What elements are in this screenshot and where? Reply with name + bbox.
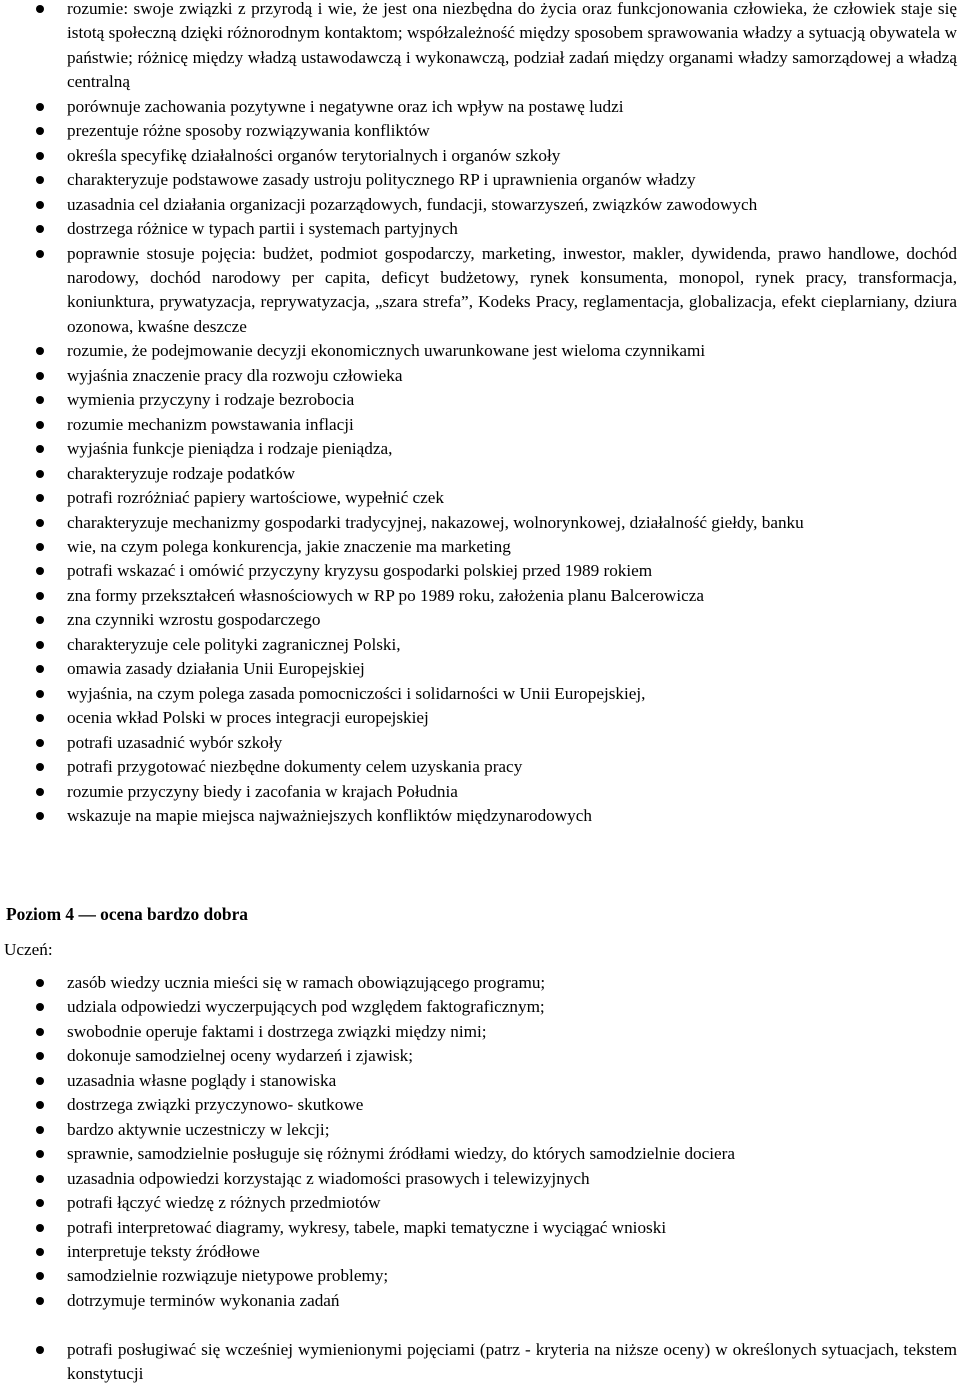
list-item xyxy=(0,535,960,559)
bullet-icon xyxy=(36,1126,44,1134)
list-item xyxy=(0,388,960,412)
list-item-text: potrafi interpretować diagramy, wykresy, tabele, mapki tematyczne i wyciągać wnioski xyxy=(67,1217,667,1237)
list-item-text: potrafi rozróżniać papiery wartościowe, wypełnić czek xyxy=(67,488,444,508)
list-item-text: udziala odpowiedzi wyczerpujących pod względem faktograficznym; xyxy=(67,997,545,1017)
list-item-text: wymienia przyczyny i rodzaje bezrobocia xyxy=(67,390,355,410)
list-item xyxy=(0,1142,960,1166)
bullet-icon xyxy=(36,152,44,160)
list-item xyxy=(0,682,960,706)
list-item-text: dokonuje samodzielnej oceny wydarzeń i zjawisk; xyxy=(67,1046,414,1066)
bullet-icon xyxy=(36,445,44,453)
list-item-text: potrafi łączyć wiedzę z różnych przedmiotów xyxy=(67,1193,381,1213)
list-item xyxy=(0,217,960,241)
bullet-icon xyxy=(36,421,44,429)
bullet-icon xyxy=(36,5,44,13)
bullet-icon xyxy=(36,739,44,747)
bullet-icon xyxy=(36,1346,44,1354)
bullet-icon xyxy=(36,103,44,111)
list-item xyxy=(0,780,960,804)
list-item-text: charakteryzuje podstawowe zasady ustroju politycznego RP i uprawnienia organów władzy xyxy=(67,170,696,190)
list-item xyxy=(0,339,960,363)
list-item xyxy=(0,364,960,388)
list-item xyxy=(0,511,960,535)
list-item-text: omawia zasady działania Unii Europejskiej xyxy=(67,659,365,679)
list-item xyxy=(0,1044,960,1068)
bullet-icon xyxy=(36,1224,44,1232)
bullet-icon xyxy=(36,1175,44,1183)
list-item xyxy=(0,657,960,681)
list-item-text: interpretuje teksty źródłowe xyxy=(67,1241,260,1261)
list-item-text: wyjaśnia, na czym polega zasada pomocniczości i solidarności w Unii Europejskiej, xyxy=(67,683,646,703)
list-item-text: wyjaśnia znaczenie pracy dla rozwoju człowieka xyxy=(67,365,403,385)
list-item-text: wyjaśnia funkcje pieniądza i rodzaje pieniądza, xyxy=(67,439,393,459)
list-item xyxy=(0,144,960,168)
list-item-text: porównuje zachowania pozytywne i negatywne oraz ich wpływ na postawę ludzi xyxy=(67,96,624,116)
criteria-list-extra xyxy=(0,1338,960,1387)
bullet-icon xyxy=(36,979,44,987)
bullet-icon xyxy=(36,201,44,209)
bullet-icon xyxy=(36,372,44,380)
list-item xyxy=(0,437,960,461)
list-item xyxy=(0,95,960,119)
list-item-text: charakteryzuje cele polityki zagranicznej Polski, xyxy=(67,634,401,654)
bullet-icon xyxy=(36,250,44,258)
list-item-text: rozumie: swoje związki z przyrodą i wie, że jest ona niezbędna do życia oraz funkcjonowania człowieka, że człowiek staje się istotą społeczną dzięki różnorodnym kontaktom; współzależność między sposobem sprawowania władzy a sytuacją obywatela w państwie; różnicę między władzą ustawodawczą i wykonawczą, podział zadań między organami władzy samorządowej a władzą centralną xyxy=(67,0,957,92)
list-item-text: swobodnie operuje faktami i dostrzega związki między nimi; xyxy=(67,1021,487,1041)
list-item-text: prezentuje różne sposoby rozwiązywania konfliktów xyxy=(67,121,430,141)
list-item-text: dostrzega różnice w typach partii i systemach partyjnych xyxy=(67,219,458,239)
list-item-text: rozumie, że podejmowanie decyzji ekonomicznych uwarunkowane jest wieloma czynnikami xyxy=(67,341,706,361)
list-item-text: uzasadnia odpowiedzi korzystając z wiadomości prasowych i telewizyjnych xyxy=(67,1168,590,1188)
list-item xyxy=(0,995,960,1019)
bullet-icon xyxy=(36,347,44,355)
list-item-text: zna czynniki wzrostu gospodarczego xyxy=(67,610,321,630)
bullet-icon xyxy=(36,127,44,135)
list-item xyxy=(0,1167,960,1191)
list-item-text: bardzo aktywnie uczestniczy w lekcji; xyxy=(67,1119,330,1139)
bullet-icon xyxy=(36,1052,44,1060)
list-item xyxy=(0,608,960,632)
list-item-text: potrafi uzasadnić wybór szkoły xyxy=(67,732,283,752)
list-item xyxy=(0,486,960,510)
bullet-icon xyxy=(36,567,44,575)
list-item xyxy=(0,804,960,828)
list-item xyxy=(0,119,960,143)
bullet-icon xyxy=(36,592,44,600)
bullet-icon xyxy=(36,470,44,478)
list-item-text: potrafi posługiwać się wcześniej wymienionymi pojęciami (patrz - kryteria na niższe oceny) w określonych sytuacjach, tekstem konstytucji xyxy=(67,1340,957,1384)
bullet-icon xyxy=(36,1150,44,1158)
bullet-icon xyxy=(36,665,44,673)
bullet-icon xyxy=(36,1028,44,1036)
section-subheading: Uczeń: xyxy=(4,940,53,959)
list-item xyxy=(0,1240,960,1264)
list-item-text: zasób wiedzy ucznia mieści się w ramach obowiązującego programu; xyxy=(67,973,546,992)
list-item xyxy=(0,1191,960,1215)
list-item xyxy=(0,706,960,730)
bullet-icon xyxy=(36,788,44,796)
list-item xyxy=(0,168,960,192)
list-item xyxy=(0,1216,960,1240)
list-item xyxy=(0,1118,960,1142)
bullet-icon xyxy=(36,494,44,502)
list-item xyxy=(0,1289,960,1313)
list-item-text: charakteryzuje mechanizmy gospodarki tradycyjnej, nakazowej, wolnorynkowej, działalność giełdy, banku xyxy=(67,512,804,532)
list-item-text: wskazuje na mapie miejsca najważniejszych konfliktów międzynarodowych xyxy=(67,805,592,825)
list-item-text: dostrzega związki przyczynowo- skutkowe xyxy=(67,1095,364,1115)
list-item xyxy=(0,1093,960,1117)
list-item xyxy=(0,1069,960,1093)
bullet-icon xyxy=(36,641,44,649)
list-item xyxy=(0,633,960,657)
list-item-text: potrafi przygotować niezbędne dokumenty celem uzyskania pracy xyxy=(67,757,523,777)
bullet-icon xyxy=(36,1248,44,1256)
list-item xyxy=(0,559,960,583)
list-item-text: uzasadnia cel działania organizacji pozarządowych, fundacji, stowarzyszeń, związków zawodowych xyxy=(67,194,758,214)
list-item xyxy=(0,731,960,755)
list-item-text: dotrzymuje terminów wykonania zadań xyxy=(67,1290,340,1310)
bullet-icon xyxy=(36,690,44,698)
bullet-icon xyxy=(36,714,44,722)
list-item-text: wie, na czym polega konkurencja, jakie znaczenie ma marketing xyxy=(67,536,511,556)
list-item xyxy=(0,462,960,486)
list-item xyxy=(0,1338,960,1387)
list-item-text: potrafi wskazać i omówić przyczyny kryzysu gospodarki polskiej przed 1989 rokiem xyxy=(67,561,653,581)
criteria-list-level-4 xyxy=(0,971,960,1313)
list-item xyxy=(0,1264,960,1288)
list-item xyxy=(0,971,960,995)
bullet-icon xyxy=(36,763,44,771)
list-item-text: określa specyfikę działalności organów terytorialnych i organów szkoły xyxy=(67,145,561,165)
list-item xyxy=(0,584,960,608)
list-item-text: ocenia wkład Polski w proces integracji europejskiej xyxy=(67,708,429,728)
bullet-icon xyxy=(36,1077,44,1085)
list-item xyxy=(0,755,960,779)
bullet-icon xyxy=(36,519,44,527)
list-item xyxy=(0,1020,960,1044)
list-item-text: uzasadnia własne poglądy i stanowiska xyxy=(67,1070,337,1090)
list-item xyxy=(0,413,960,437)
bullet-icon xyxy=(36,543,44,551)
list-item-text: charakteryzuje rodzaje podatków xyxy=(67,463,296,483)
list-item-text: zna formy przekształceń własnościowych w RP po 1989 roku, założenia planu Balcerowicza xyxy=(67,585,704,605)
list-item xyxy=(0,242,960,340)
bullet-icon xyxy=(36,1101,44,1109)
section-heading: Poziom 4 — ocena bardzo dobra xyxy=(6,904,248,924)
bullet-icon xyxy=(36,176,44,184)
bullet-icon xyxy=(36,225,44,233)
bullet-icon xyxy=(36,396,44,404)
bullet-icon xyxy=(36,1003,44,1011)
list-item-text: poprawnie stosuje pojęcia: budżet, podmiot gospodarczy, marketing, inwestor, makler, dywidenda, prawo handlowe, dochód narodowy, dochód narodowy per capita, deficyt budżetowy, rynek konsumenta, monopol, rynek pracy, transformacja, koniunktura, prywatyzacja, reprywatyzacja, „szara strefa”, Kodeks Pracy, reglamentacja, globalizacja, efekt cieplarniany, dziura ozonowa, kwaśne deszcze xyxy=(67,243,957,336)
bullet-icon xyxy=(36,616,44,624)
list-item-text: sprawnie, samodzielnie posługuje się różnymi źródłami wiedzy, do których samodzielnie dociera xyxy=(67,1144,736,1164)
list-item xyxy=(0,0,960,95)
bullet-icon xyxy=(36,1272,44,1280)
list-item-text: rozumie przyczyny biedy i zacofania w krajach Południa xyxy=(67,781,458,801)
bullet-icon xyxy=(36,812,44,820)
list-item-text: samodzielnie rozwiązuje nietypowe problemy; xyxy=(67,1266,389,1286)
list-item-text: rozumie mechanizm powstawania inflacji xyxy=(67,414,354,434)
bullet-icon xyxy=(36,1199,44,1207)
bullet-icon xyxy=(36,1297,44,1305)
list-item xyxy=(0,193,960,217)
